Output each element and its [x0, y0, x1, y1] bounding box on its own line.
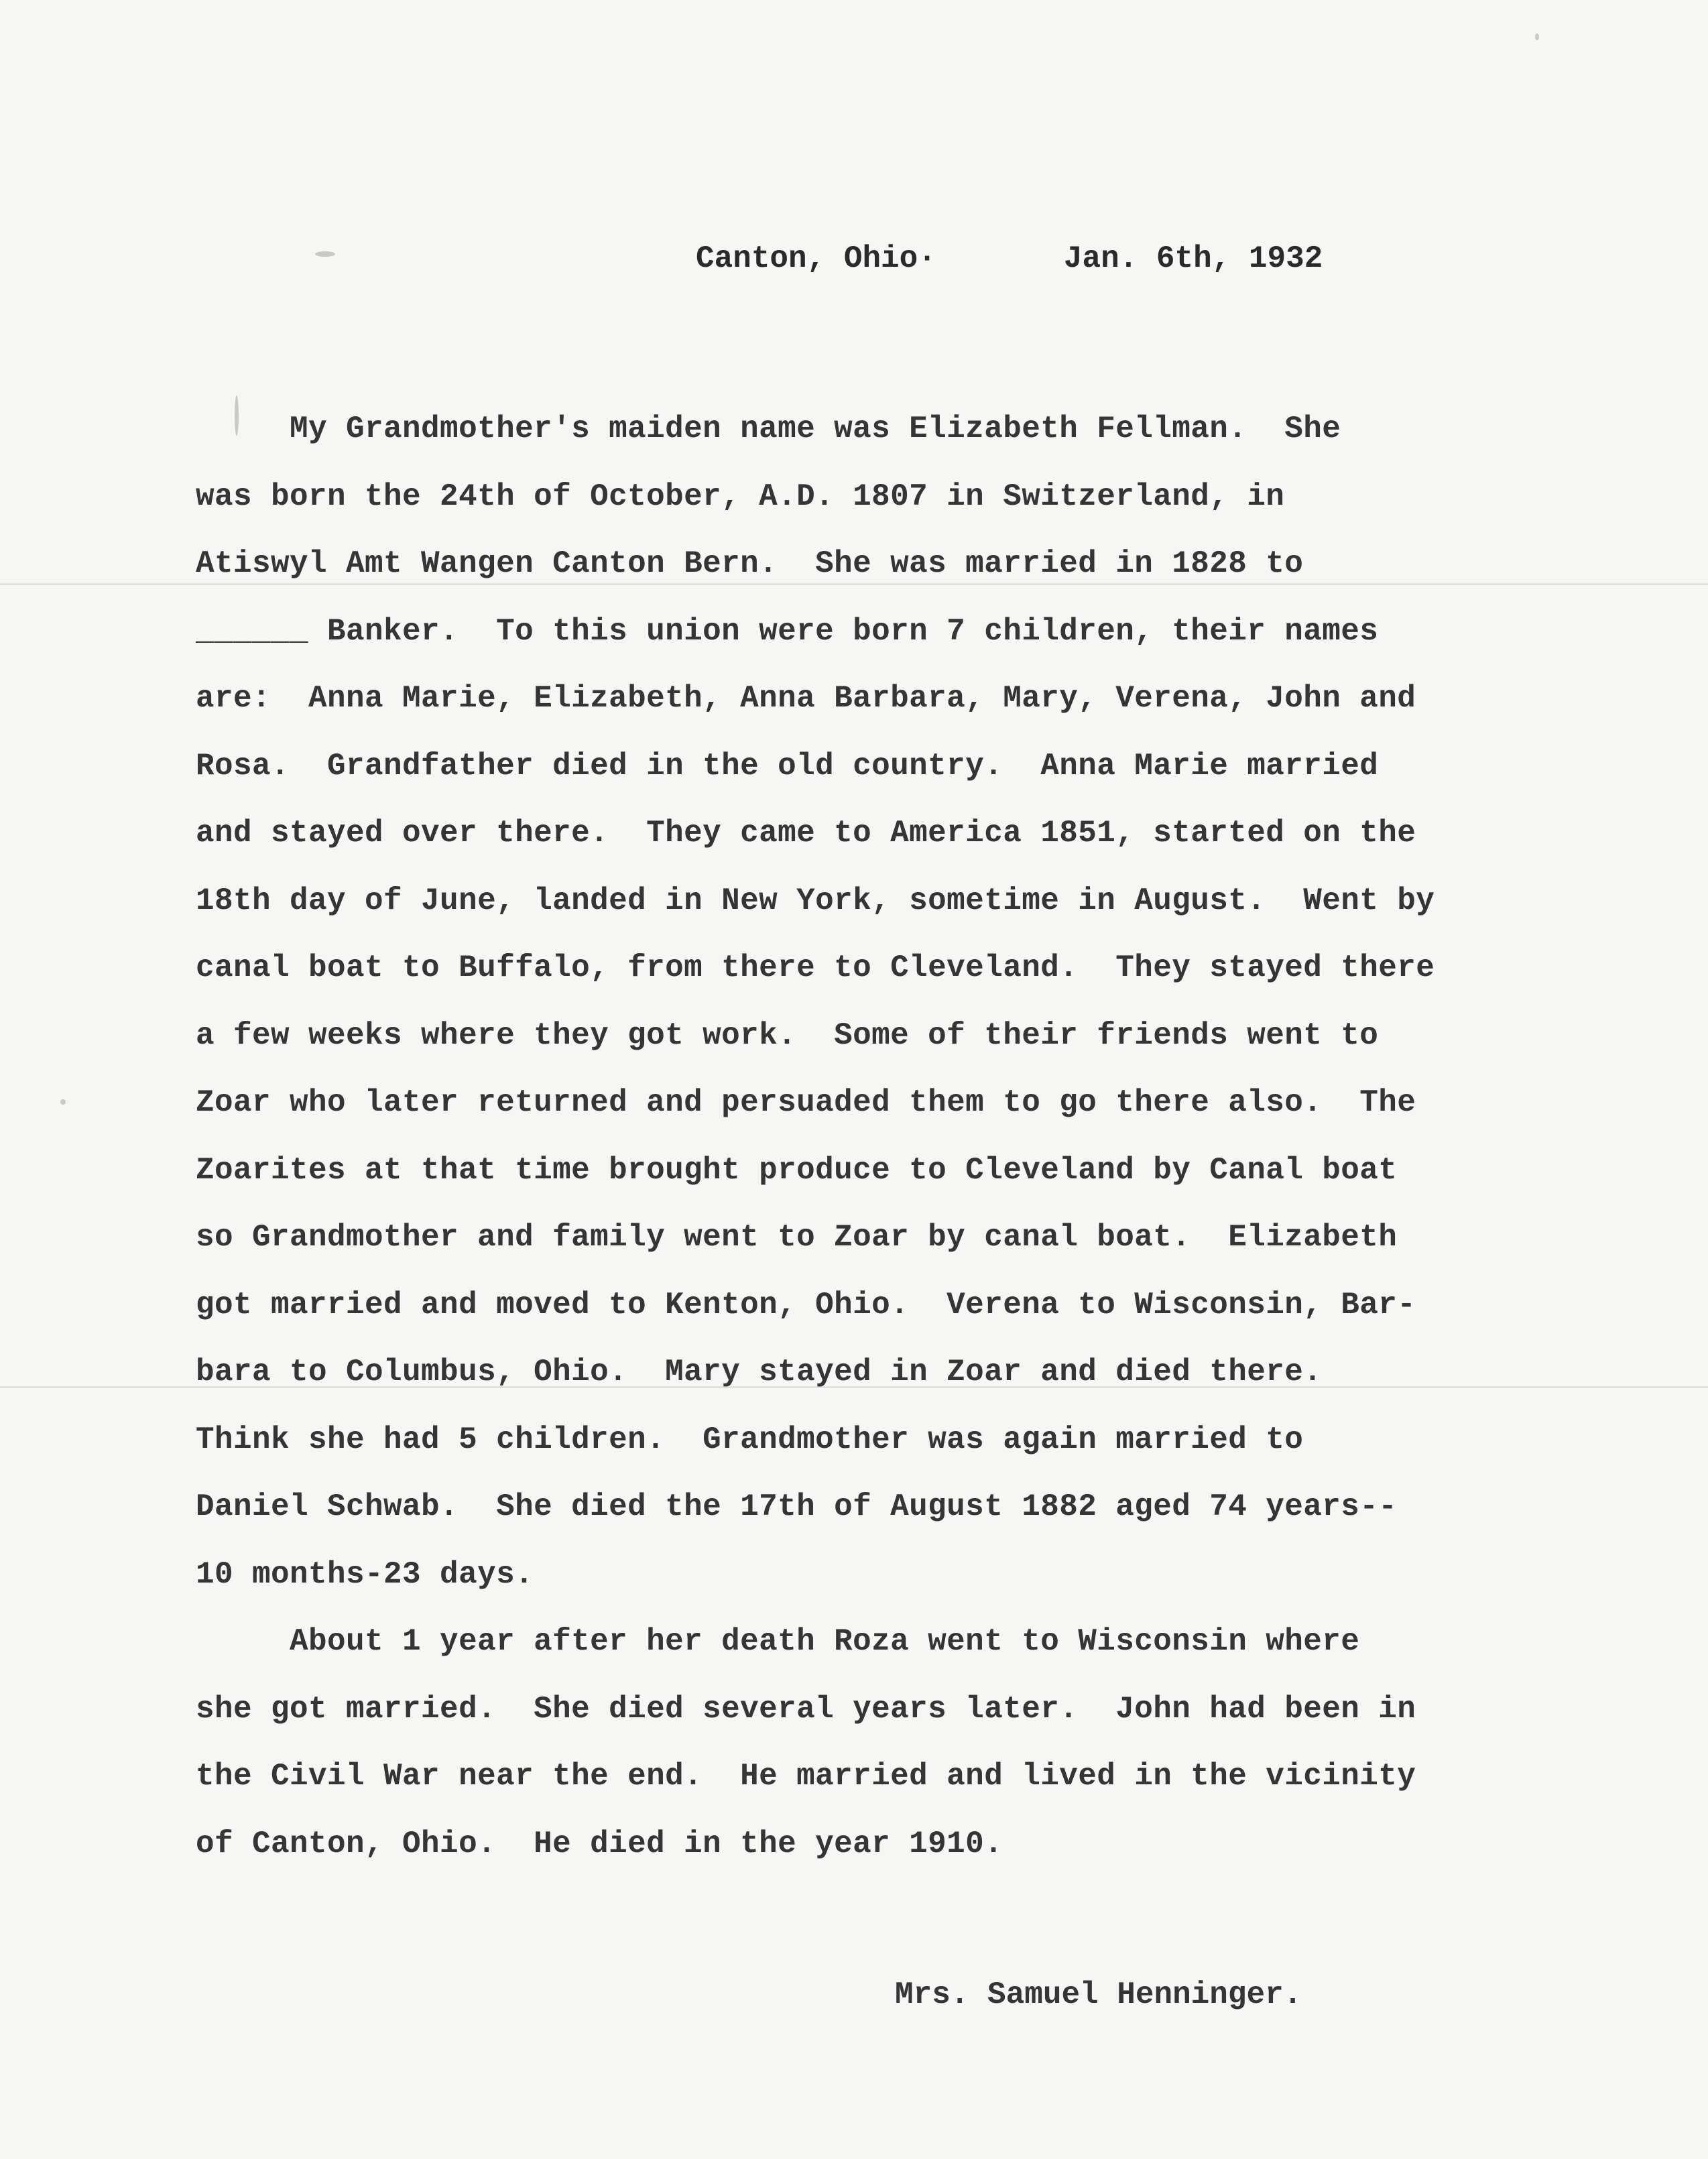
paper-speck [315, 251, 335, 257]
body-line: bara to Columbus, Ohio. Mary stayed in Zoar and died there. [196, 1355, 1323, 1390]
body-line: canal boat to Buffalo, from there to Cleveland. They stayed there [196, 950, 1435, 985]
body-line: she got married. She died several years later. John had been in [196, 1691, 1416, 1727]
body-line: Zoarites at that time brought produce to Cleveland by Canal boat [196, 1152, 1398, 1188]
paper-speck [60, 1099, 66, 1105]
body-line: About 1 year after her death Roza went to Wisconsin where [196, 1624, 1360, 1659]
letter-body [196, 395, 1536, 1877]
body-line: Daniel Schwab. She died the 17th of August 1882 aged 74 years-- [196, 1489, 1398, 1524]
body-line: a few weeks where they got work. Some of their friends went to [196, 1017, 1379, 1053]
body-line: ______ Banker. To this union were born 7 children, their names [196, 613, 1379, 649]
body-line: of Canton, Ohio. He died in the year 1910. [196, 1826, 1003, 1861]
body-line: 18th day of June, landed in New York, sometime in August. Went by [196, 883, 1435, 918]
paper-speck [1535, 34, 1539, 40]
body-line: 10 months-23 days. [196, 1556, 534, 1592]
date-text: Jan. 6th, 1932 [1063, 241, 1323, 276]
body-line: so Grandmother and family went to Zoar by canal boat. Elizabeth [196, 1220, 1398, 1255]
body-line: Zoar who later returned and persuaded them to go there also. The [196, 1085, 1416, 1120]
dateline [696, 241, 1500, 276]
body-line: Think she had 5 children. Grandmother was again married to [196, 1422, 1304, 1457]
body-line: got married and moved to Kenton, Ohio. Verena to Wisconsin, Bar- [196, 1287, 1416, 1322]
body-line: the Civil War near the end. He married and lived in the vicinity [196, 1759, 1416, 1794]
body-line: Rosa. Grandfather died in the old country. Anna Marie married [196, 748, 1379, 784]
body-line: Atiswyl Amt Wangen Canton Bern. She was married in 1828 to [196, 546, 1304, 581]
body-line: was born the 24th of October, A.D. 1807 in Switzerland, in [196, 479, 1285, 514]
body-line: are: Anna Marie, Elizabeth, Anna Barbara, Mary, Verena, John and [196, 681, 1416, 716]
signature-text: Mrs. Samuel Henninger. [895, 1977, 1302, 2012]
place-text: Canton, Ohio· [696, 241, 936, 276]
body-line: and stayed over there. They came to America 1851, started on the [196, 816, 1416, 851]
body-line: My Grandmother's maiden name was Elizabeth Fellman. She [196, 412, 1341, 446]
